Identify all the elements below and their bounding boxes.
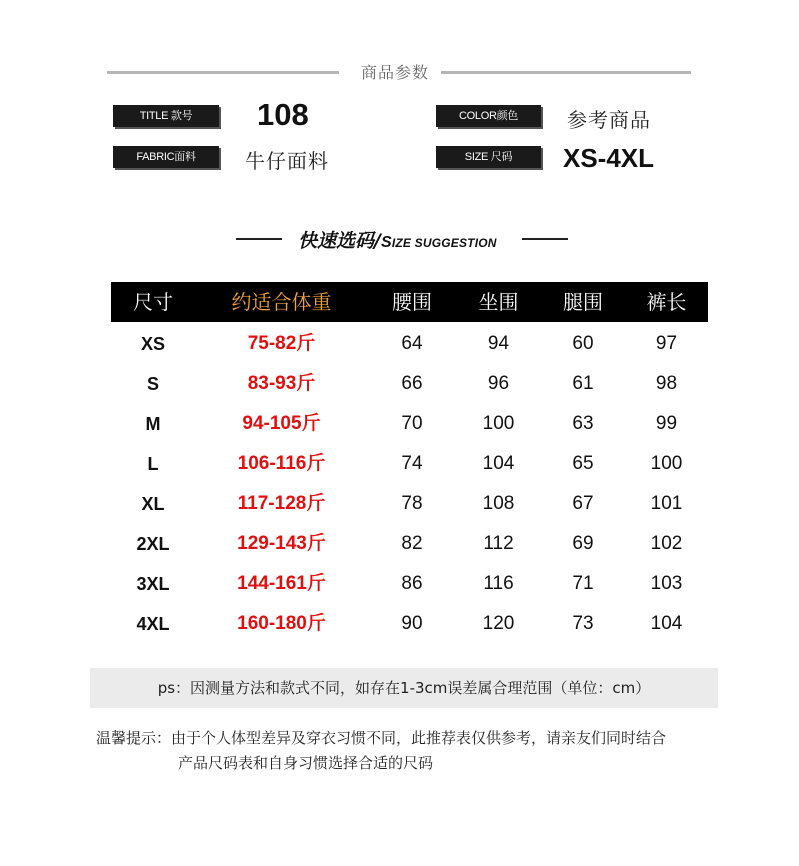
cell-hip: 120 <box>482 613 515 634</box>
suggestion-title-en-initial: S <box>380 234 392 251</box>
cell-hip: 112 <box>483 533 514 554</box>
cell-waist: 90 <box>401 613 423 634</box>
color-value: 参考商品 <box>567 108 651 132</box>
fabric-value: 牛仔面料 <box>245 149 329 173</box>
cell-waist: 66 <box>401 373 423 394</box>
cell-weight: 144-161斤 <box>237 573 326 594</box>
table-row <box>111 524 708 564</box>
size-range-value: XS-4XL <box>563 143 655 173</box>
cell-size: M <box>145 414 161 434</box>
cell-thigh: 71 <box>572 573 594 594</box>
cell-thigh: 67 <box>572 493 594 514</box>
cell-thigh: 60 <box>572 333 594 354</box>
ps-note-box <box>90 668 718 708</box>
suggestion-divider-left <box>236 238 282 240</box>
cell-weight: 117-128斤 <box>237 493 326 514</box>
cell-size: L <box>147 454 159 474</box>
table-row <box>111 484 708 524</box>
table-row <box>111 444 708 484</box>
cell-length: 101 <box>650 493 683 514</box>
suggestion-title-en: IZE SUGGESTION <box>391 236 497 250</box>
cell-waist: 86 <box>401 573 423 594</box>
color-label-tag: COLOR颜色 <box>436 105 541 127</box>
cell-weight: 106-116斤 <box>237 453 326 474</box>
cell-length: 104 <box>650 613 683 634</box>
cell-thigh: 65 <box>572 453 594 474</box>
size-table-header <box>111 282 708 322</box>
params-divider-left <box>107 71 339 74</box>
cell-waist: 70 <box>401 413 423 434</box>
cell-hip: 94 <box>487 333 510 354</box>
cell-length: 99 <box>655 413 678 434</box>
cell-hip: 104 <box>482 453 515 474</box>
cell-waist: 64 <box>401 333 423 354</box>
cell-size: 4XL <box>136 614 170 634</box>
cell-hip: 116 <box>483 573 514 594</box>
cell-thigh: 73 <box>572 613 594 634</box>
cell-hip: 108 <box>482 493 515 514</box>
suggestion-title-cn: 快速选码/ <box>298 230 381 252</box>
cell-size: XS <box>140 334 165 354</box>
cell-size: S <box>146 374 159 394</box>
table-row <box>111 604 708 644</box>
fabric-label-tag: FABRIC面料 <box>113 146 219 168</box>
cell-thigh: 63 <box>572 413 594 434</box>
tip-line-2: 产品尺码表和自身习惯选择合适的尺码 <box>178 754 434 772</box>
cell-weight: 75-82斤 <box>247 333 316 354</box>
cell-hip: 100 <box>482 413 515 434</box>
header-length: 裤长 <box>646 290 687 314</box>
params-section-title: 商品参数 <box>360 63 429 82</box>
table-row <box>111 324 708 364</box>
cell-length: 97 <box>655 333 678 354</box>
cell-weight: 129-143斤 <box>237 533 326 554</box>
table-row <box>111 364 708 404</box>
cell-size: 2XL <box>136 534 170 554</box>
header-thigh: 腿围 <box>563 290 603 314</box>
header-waist: 腰围 <box>392 290 432 314</box>
cell-weight: 160-180斤 <box>237 613 326 634</box>
cell-weight: 83-93斤 <box>247 373 316 394</box>
title-value: 108 <box>257 97 309 132</box>
cell-length: 103 <box>650 573 683 594</box>
table-row <box>111 404 708 444</box>
cell-length: 100 <box>650 453 683 474</box>
header-weight: 约适合体重 <box>231 290 332 314</box>
header-hip: 坐围 <box>478 290 519 314</box>
cell-waist: 82 <box>401 533 423 554</box>
cell-size: 3XL <box>136 574 170 594</box>
cell-length: 98 <box>655 373 678 394</box>
table-row <box>111 564 708 604</box>
size-label-tag: SIZE 尺码 <box>436 146 541 168</box>
ps-note: ps：因测量方法和款式不同，如存在1-3cm误差属合理范围（单位：cm） <box>157 679 651 697</box>
cell-waist: 74 <box>401 453 423 474</box>
suggestion-title <box>298 226 497 253</box>
cell-thigh: 61 <box>572 373 594 394</box>
header-size: 尺寸 <box>133 290 173 314</box>
cell-waist: 78 <box>401 493 423 514</box>
cell-weight: 94-105斤 <box>242 413 321 434</box>
cell-hip: 96 <box>487 373 510 394</box>
title-label-tag: TITLE 款号 <box>113 105 219 127</box>
params-divider-right <box>441 71 691 74</box>
cell-size: XL <box>141 494 165 514</box>
cell-thigh: 69 <box>572 533 594 554</box>
tip-line-1: 温馨提示：由于个人体型差异及穿衣习惯不同，此推荐表仅供参考，请亲友们同时结合 <box>96 729 667 747</box>
cell-length: 102 <box>650 533 683 554</box>
suggestion-divider-right <box>522 238 568 240</box>
